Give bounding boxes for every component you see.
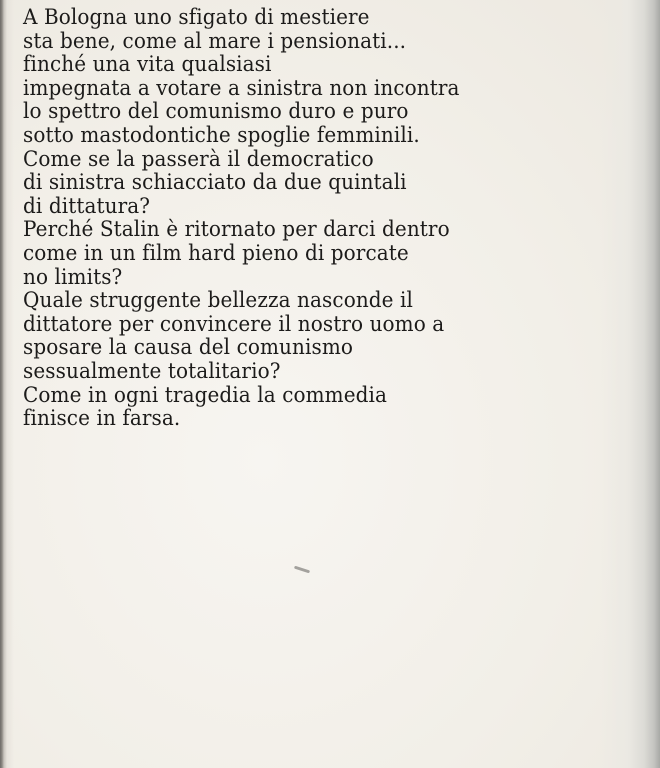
blurb-line: lo spettro del comunismo duro e puro [23,99,409,125]
blurb-line: come in un film hard pieno di porcate [23,240,409,266]
blurb-line: no limits? [23,264,123,290]
blurb-text [23,6,492,431]
blurb-line: Come se la passerà il democratico [23,146,374,172]
blurb-line: sessualmente totalitario? [23,358,281,384]
blurb-line: sta bene, come al mare i pensionati... [23,28,407,54]
blurb-line: di sinistra schiacciato da due quintali [23,170,407,196]
blurb-line: Come in ogni tragedia la commedia [23,382,388,408]
blurb-line: Perché Stalin è ritornato per darci dentro [23,217,450,243]
blurb-line: finisce in farsa. [23,406,181,432]
blurb-line: dittatore per convincere il nostro uomo a [23,311,445,337]
blurb-line: sotto mastodontiche spoglie femminili. [23,122,420,148]
blurb-line: finché una vita qualsiasi [23,52,272,78]
blurb-line: di dittatura? [23,193,151,219]
blurb-line: impegnata a votare a sinistra non incontra [23,75,460,101]
paper-speck [294,566,310,574]
blurb-line: Quale struggente bellezza nasconde il [23,288,414,314]
blurb-line: sposare la causa del comunismo [23,335,354,361]
blurb-line: A Bologna uno sfigato di mestiere [23,5,370,30]
